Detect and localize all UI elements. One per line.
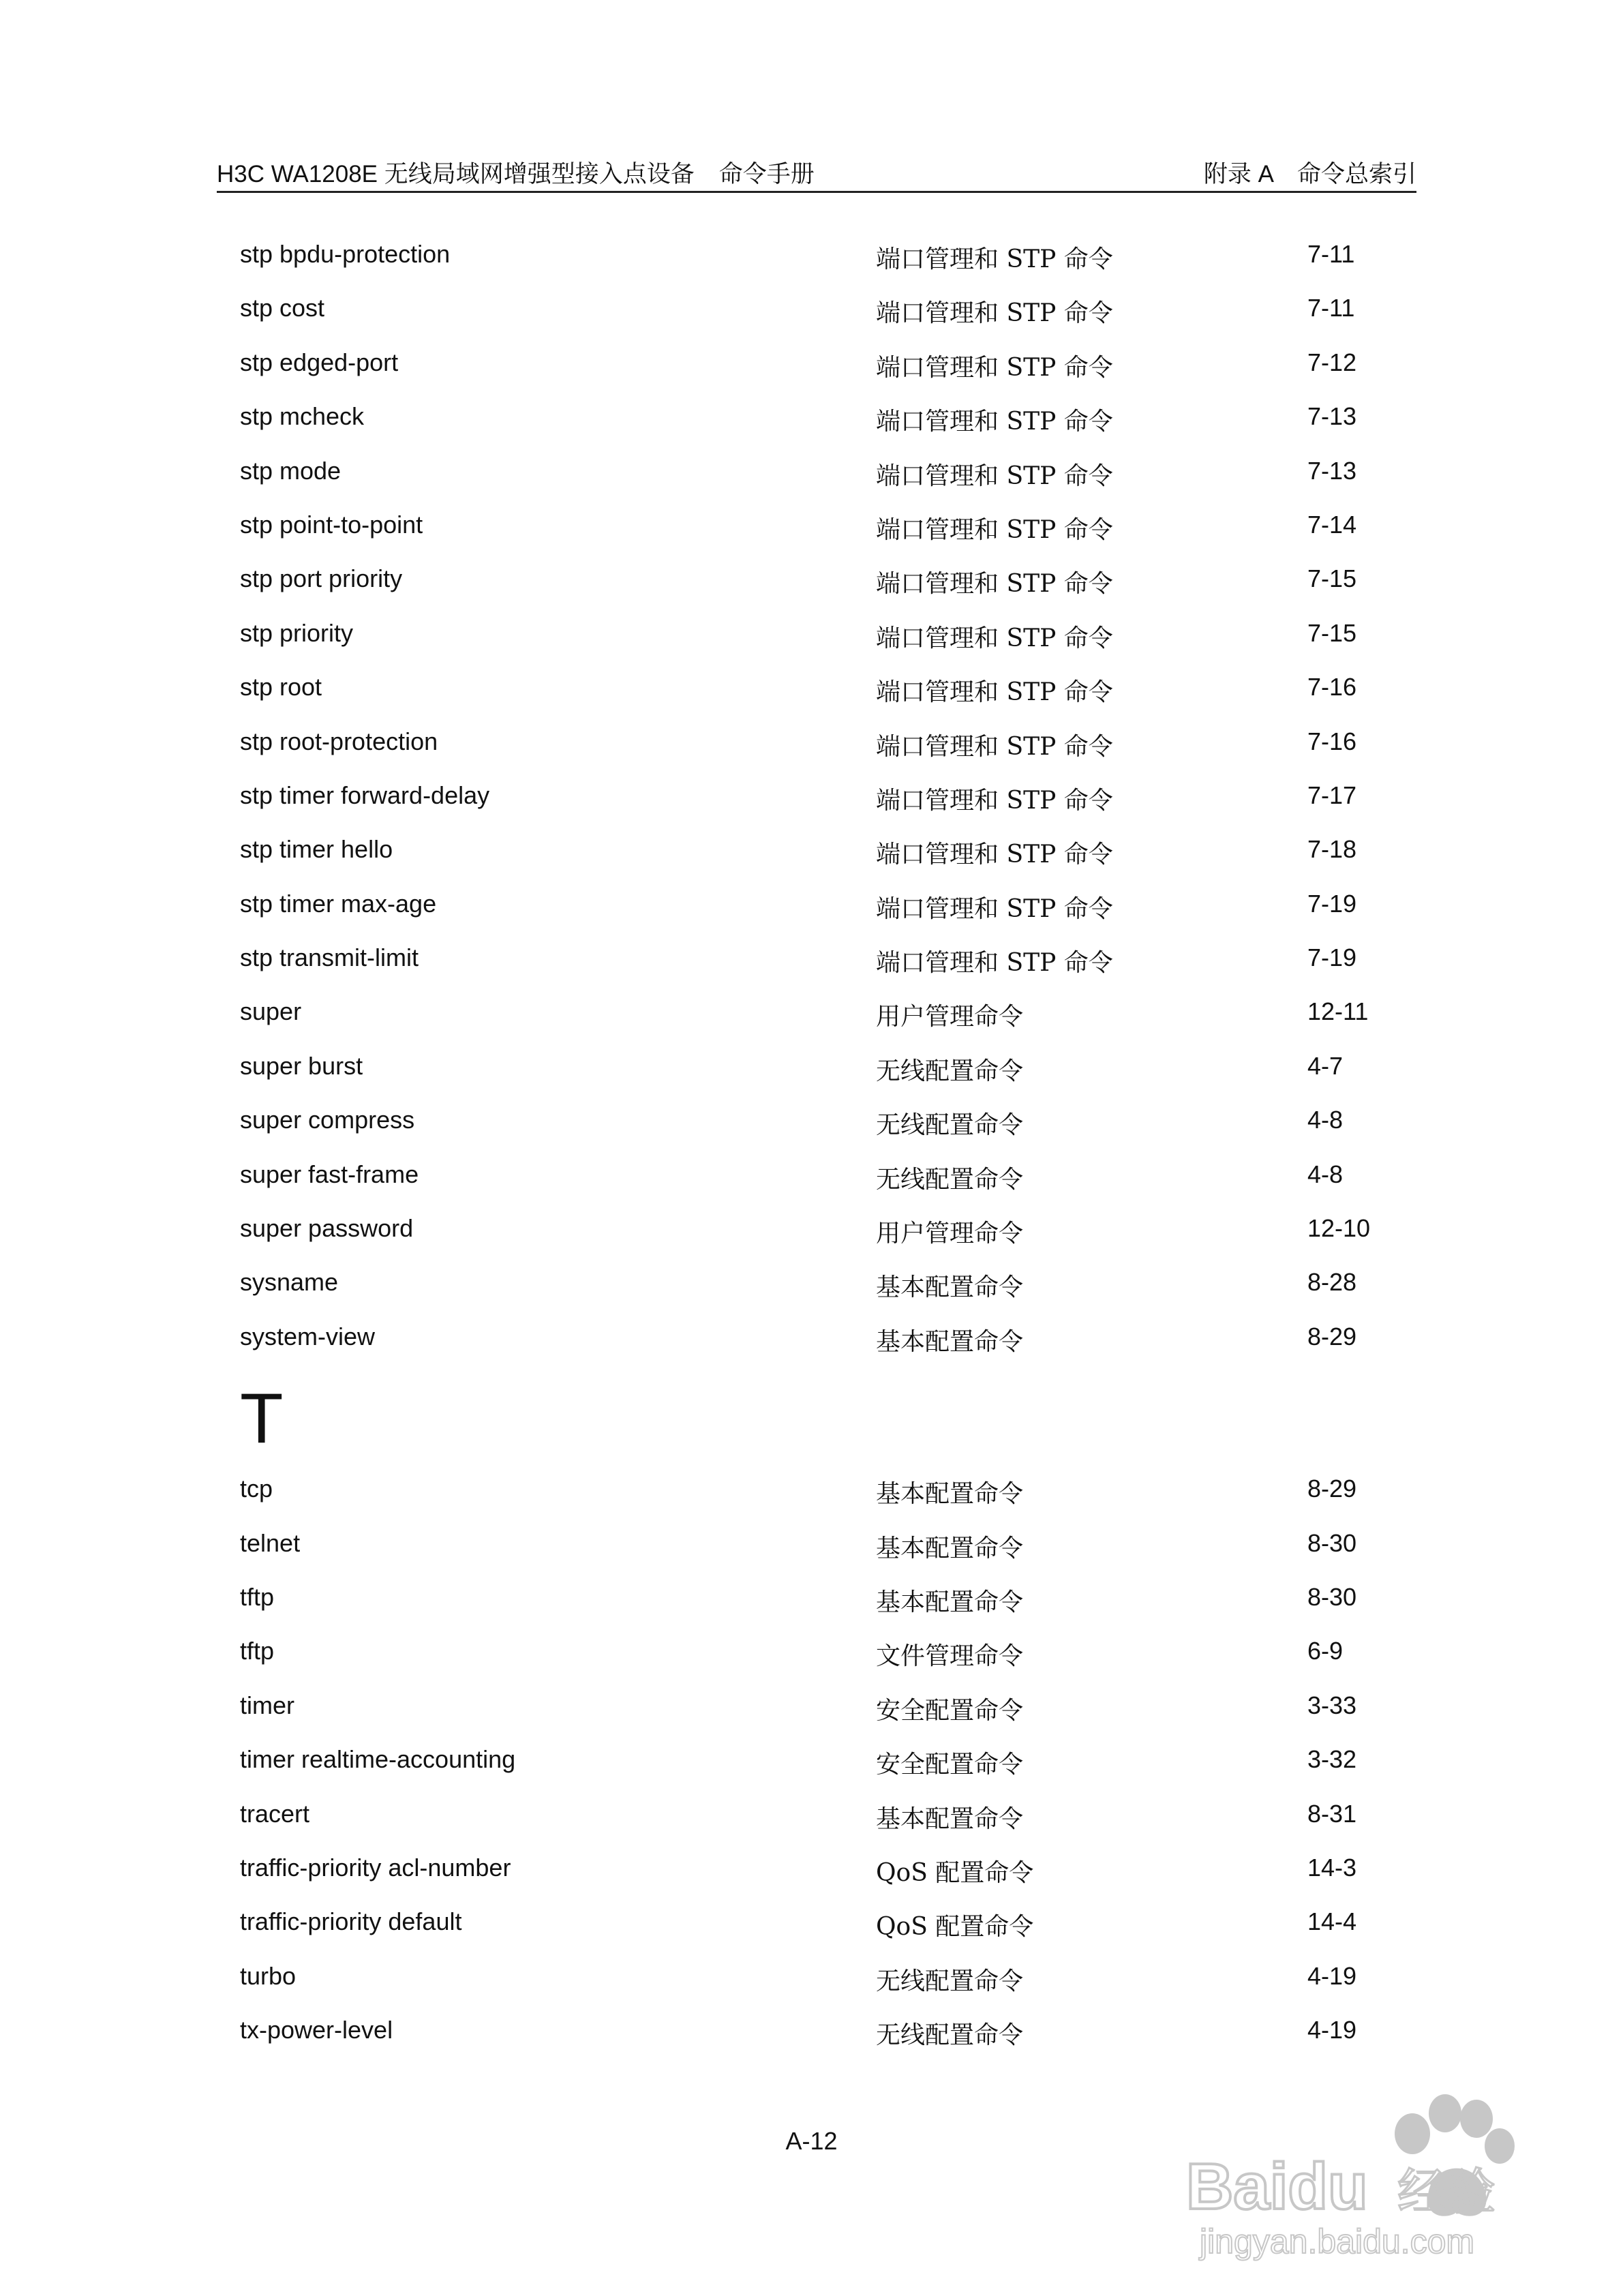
page-reference: 12-11 [1307, 997, 1369, 1026]
command-category: 安全配置命令 [876, 1696, 1024, 1725]
command-category: 无线配置命令 [876, 1967, 1024, 1995]
index-row [240, 2016, 1399, 2070]
command-name: tx-power-level [240, 2016, 393, 2044]
command-name: tcp [240, 1475, 273, 1503]
command-name: turbo [240, 1961, 297, 1990]
command-name: tftp [240, 1582, 275, 1611]
command-name: stp port priority [240, 564, 403, 593]
index-row [240, 457, 1399, 511]
command-category: 基本配置命令 [876, 1534, 1024, 1562]
page-reference: 7-13 [1307, 456, 1357, 485]
index-row [240, 402, 1399, 456]
command-category: 基本配置命令 [876, 1480, 1024, 1509]
command-category: 端口管理和 STP 命令 [876, 841, 1113, 869]
page-reference: 8-29 [1307, 1475, 1357, 1503]
page-reference: 7-19 [1307, 889, 1357, 918]
command-name: stp cost [240, 294, 325, 322]
index-row [240, 1907, 1399, 1961]
command-name: super password [240, 1214, 414, 1243]
index-row [240, 943, 1399, 997]
command-category: 端口管理和 STP 命令 [876, 678, 1113, 707]
page-reference: 3-32 [1307, 1745, 1357, 1774]
command-category: 端口管理和 STP 命令 [876, 408, 1113, 436]
document-title: H3C WA1208E 无线局域网增强型接入点设备 [217, 161, 695, 187]
command-name: stp root-protection [240, 727, 438, 755]
index-row [240, 511, 1399, 564]
command-name: stp timer max-age [240, 889, 437, 918]
index-row [240, 727, 1399, 781]
index-row [240, 1323, 1399, 1376]
command-category: 端口管理和 STP 命令 [876, 786, 1113, 815]
command-name: timer realtime-accounting [240, 1745, 516, 1774]
command-name: stp mode [240, 456, 342, 485]
command-name: stp point-to-point [240, 510, 423, 539]
baidu-watermark [1159, 2066, 1541, 2270]
index-group-t [240, 1475, 1399, 2070]
command-name: super compress [240, 1106, 415, 1134]
index-row [240, 1268, 1399, 1322]
page-reference: 12-10 [1307, 1214, 1371, 1243]
command-category: QoS 配置命令 [876, 1858, 1034, 1887]
command-category: 无线配置命令 [876, 1111, 1024, 1140]
page-reference: 8-30 [1307, 1582, 1357, 1611]
command-name: stp timer hello [240, 835, 393, 864]
page-reference: 7-16 [1307, 727, 1357, 755]
index-row [240, 348, 1399, 402]
command-name: super burst [240, 1051, 363, 1080]
index-row [240, 564, 1399, 618]
page-reference: 14-3 [1307, 1853, 1357, 1882]
command-name: traffic-priority acl-number [240, 1853, 511, 1882]
command-name: super fast-frame [240, 1160, 419, 1188]
command-name: tftp [240, 1637, 275, 1665]
command-category: 用户管理命令 [876, 1003, 1024, 1031]
page-number: A-12 [785, 2127, 838, 2155]
page-reference: 8-30 [1307, 1528, 1357, 1557]
command-category: 文件管理命令 [876, 1642, 1024, 1671]
appendix-label: 附录 A [1203, 161, 1274, 187]
command-category: 端口管理和 STP 命令 [876, 353, 1113, 382]
page-reference: 8-29 [1307, 1322, 1357, 1350]
index-row [240, 1106, 1399, 1160]
command-category: 端口管理和 STP 命令 [876, 624, 1113, 652]
page-reference: 7-13 [1307, 402, 1357, 431]
page-reference: 7-11 [1307, 240, 1355, 268]
command-name: stp priority [240, 618, 354, 647]
index-row [240, 294, 1399, 348]
index-row [240, 673, 1399, 727]
command-name: stp mcheck [240, 402, 365, 431]
command-name: system-view [240, 1322, 376, 1350]
index-row [240, 1637, 1399, 1691]
command-category: 端口管理和 STP 命令 [876, 894, 1113, 923]
index-row [240, 890, 1399, 943]
page-reference: 7-19 [1307, 943, 1357, 972]
command-name: stp bpdu-protection [240, 240, 451, 268]
index-row [240, 1745, 1399, 1799]
manual-label: 命令手册 [718, 161, 815, 187]
command-category: 用户管理命令 [876, 1220, 1024, 1248]
page-header [217, 153, 1416, 193]
index-row [240, 1529, 1399, 1583]
page-reference: 4-8 [1307, 1106, 1344, 1134]
page-reference: 4-19 [1307, 2016, 1357, 2044]
command-name: super [240, 997, 302, 1026]
index-row [240, 1475, 1399, 1528]
page-reference: 6-9 [1307, 1637, 1344, 1665]
command-category: 端口管理和 STP 命令 [876, 949, 1113, 978]
command-name: telnet [240, 1528, 301, 1557]
page-reference: 8-28 [1307, 1268, 1357, 1297]
page-reference: 7-11 [1307, 294, 1355, 322]
command-name: sysname [240, 1268, 339, 1297]
page-reference: 14-4 [1307, 1907, 1357, 1936]
command-category: 基本配置命令 [876, 1327, 1024, 1356]
section-letter: T [240, 1379, 284, 1459]
command-category: 基本配置命令 [876, 1273, 1024, 1302]
page-reference: 7-12 [1307, 348, 1357, 376]
header-right [1204, 155, 1416, 190]
command-category: 安全配置命令 [876, 1751, 1024, 1779]
command-category: 无线配置命令 [876, 1165, 1024, 1194]
command-category: 端口管理和 STP 命令 [876, 732, 1113, 761]
section-label: 命令总索引 [1296, 161, 1416, 187]
command-category: 基本配置命令 [876, 1588, 1024, 1616]
index-row [240, 240, 1399, 294]
command-name: traffic-priority default [240, 1907, 462, 1936]
page-reference: 7-14 [1307, 510, 1357, 539]
index-row [240, 1691, 1399, 1745]
index-row [240, 1214, 1399, 1268]
index-row [240, 1160, 1399, 1214]
command-category: 端口管理和 STP 命令 [876, 515, 1113, 544]
page-reference: 7-15 [1307, 618, 1357, 647]
watermark-suffix: 经验 [1397, 2163, 1496, 2220]
index-row [240, 835, 1399, 889]
command-category: QoS 配置命令 [876, 1913, 1034, 1942]
page-reference: 7-15 [1307, 564, 1357, 593]
command-name: timer [240, 1691, 294, 1719]
index-group-s [240, 240, 1399, 1376]
command-category: 无线配置命令 [876, 1057, 1024, 1085]
page-reference: 7-18 [1307, 835, 1357, 864]
index-row [240, 781, 1399, 835]
command-category: 端口管理和 STP 命令 [876, 570, 1113, 599]
page-reference: 7-16 [1307, 673, 1357, 701]
header-left [217, 155, 815, 190]
command-index [240, 240, 1399, 2070]
command-category: 端口管理和 STP 命令 [876, 299, 1113, 328]
command-name: tracert [240, 1799, 310, 1828]
command-category: 无线配置命令 [876, 2021, 1024, 2050]
command-name: stp root [240, 673, 322, 701]
command-name: stp timer forward-delay [240, 781, 490, 809]
command-category: 端口管理和 STP 命令 [876, 245, 1113, 273]
watermark-url: jingyan.baidu.com [1200, 2222, 1475, 2261]
page-reference: 4-7 [1307, 1051, 1344, 1080]
page-reference: 4-19 [1307, 1961, 1357, 1990]
index-row [240, 619, 1399, 673]
index-row [240, 1800, 1399, 1854]
command-category: 端口管理和 STP 命令 [876, 462, 1113, 490]
index-row [240, 1583, 1399, 1637]
command-category: 基本配置命令 [876, 1804, 1024, 1833]
page-reference: 3-33 [1307, 1691, 1357, 1719]
watermark-brand: Baidu [1186, 2150, 1368, 2223]
index-row [240, 997, 1399, 1051]
index-row [240, 1962, 1399, 2016]
command-name: stp edged-port [240, 348, 399, 376]
page-reference: 4-8 [1307, 1160, 1344, 1188]
index-row [240, 1854, 1399, 1907]
index-row [240, 1052, 1399, 1106]
page-reference: 7-17 [1307, 781, 1357, 809]
page-reference: 8-31 [1307, 1799, 1357, 1828]
command-name: stp transmit-limit [240, 943, 419, 972]
